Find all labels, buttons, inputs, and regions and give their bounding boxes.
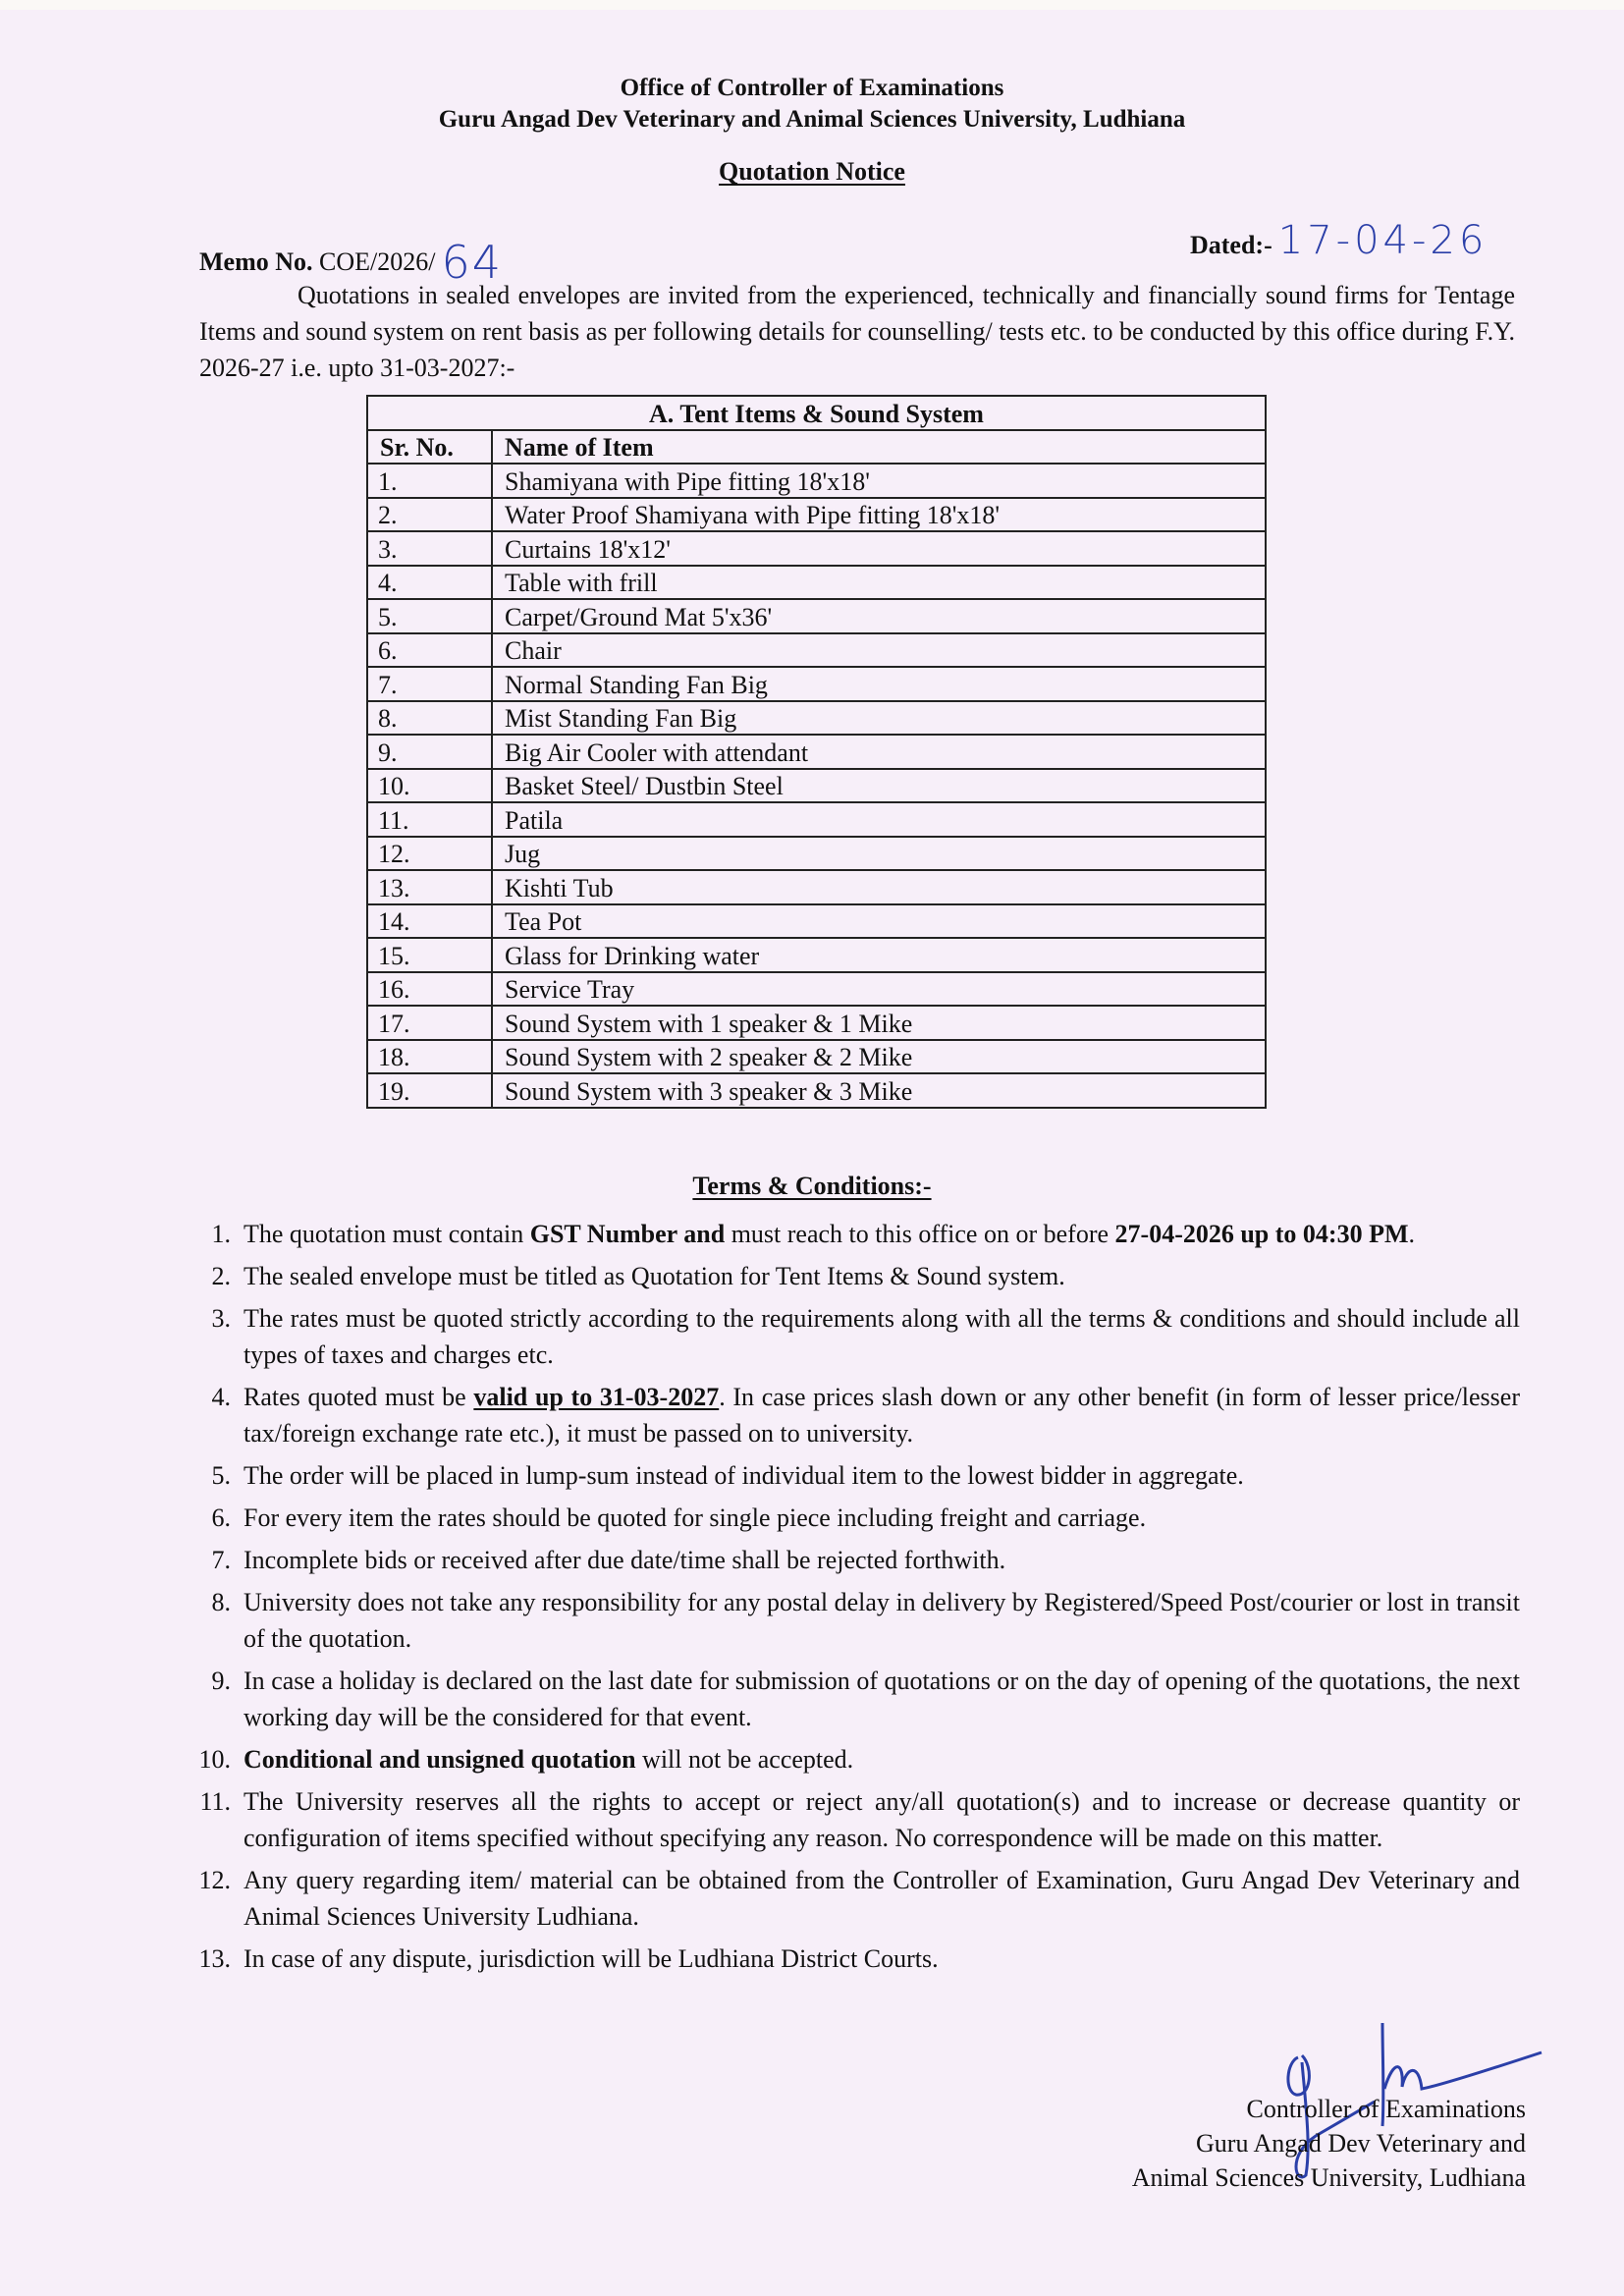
- item-name-cell: Sound System with 1 speaker & 1 Mike: [492, 1006, 1266, 1040]
- sr-no-cell: 11.: [367, 802, 492, 837]
- item-name-cell: Table with frill: [492, 566, 1266, 600]
- terms-list: [199, 1216, 1520, 1983]
- item-name-cell: Sound System with 3 speaker & 3 Mike: [492, 1073, 1266, 1108]
- item-name-cell: Tea Pot: [492, 904, 1266, 939]
- item-name-cell: Jug: [492, 837, 1266, 871]
- term-text: will not be accepted.: [635, 1745, 854, 1774]
- item-name-cell: Basket Steel/ Dustbin Steel: [492, 769, 1266, 803]
- item-name-cell: Glass for Drinking water: [492, 938, 1266, 972]
- term-text: University does not take any responsibility for any postal delay in delivery by Registered/Speed Post/courier or lost in transit of the quotation.: [244, 1588, 1520, 1653]
- table-row: [367, 735, 1266, 769]
- signatory-title: Controller of Examinations: [1246, 2095, 1526, 2123]
- sr-no-cell: 9.: [367, 735, 492, 769]
- item-name-cell: Sound System with 2 speaker & 2 Mike: [492, 1040, 1266, 1074]
- table-row: [367, 938, 1266, 972]
- term-number: 10.: [198, 1745, 231, 1774]
- table-row: [367, 464, 1266, 498]
- term-text: The University reserves all the rights to accept or reject any/all quotation(s) and to increase or decrease quantity or configuration of items specified without specifying any reason. No correspondence will be made on this matter.: [244, 1787, 1520, 1852]
- handwritten-date: 17-04-26: [1277, 218, 1489, 263]
- dated-label: Dated:-: [1190, 231, 1272, 259]
- term-item: [199, 1216, 1520, 1252]
- item-name-cell: Curtains 18'x12': [492, 531, 1266, 566]
- term-item: [199, 1941, 1520, 1977]
- table-row: [367, 972, 1266, 1007]
- sr-no-cell: 7.: [367, 667, 492, 701]
- sr-no-cell: 3.: [367, 531, 492, 566]
- sr-no-cell: 5.: [367, 599, 492, 633]
- item-name-cell: Carpet/Ground Mat 5'x36': [492, 599, 1266, 633]
- sr-no-cell: 2.: [367, 498, 492, 532]
- term-number: 5.: [211, 1461, 231, 1490]
- scan-edge: [0, 0, 1624, 10]
- table-row: [367, 566, 1266, 600]
- item-name-cell: Service Tray: [492, 972, 1266, 1007]
- sr-no-cell: 12.: [367, 837, 492, 871]
- signatory-org-line2: Animal Sciences University, Ludhiana: [1131, 2163, 1526, 2192]
- memo-label: Memo No.: [199, 247, 313, 276]
- term-text: The order will be placed in lump-sum instead of individual item to the lowest bidder in aggregate.: [244, 1461, 1244, 1490]
- term-item: [199, 1258, 1520, 1294]
- sr-no-cell: 19.: [367, 1073, 492, 1108]
- term-emphasis: GST Number and: [529, 1220, 726, 1248]
- memo-number: [199, 228, 504, 289]
- items-table: [366, 395, 1267, 1109]
- term-number: 12.: [198, 1866, 231, 1894]
- term-number: 11.: [199, 1787, 231, 1816]
- table-row: [367, 667, 1266, 701]
- table-caption: A. Tent Items & Sound System: [367, 396, 1266, 430]
- term-item: [199, 1783, 1520, 1856]
- term-item: [199, 1663, 1520, 1735]
- item-name-cell: Mist Standing Fan Big: [492, 701, 1266, 736]
- table-row: [367, 498, 1266, 532]
- item-name-cell: Normal Standing Fan Big: [492, 667, 1266, 701]
- table-row: [367, 904, 1266, 939]
- term-text: The quotation must contain: [244, 1220, 530, 1248]
- sr-no-cell: 15.: [367, 938, 492, 972]
- term-text: In case a holiday is declared on the last date for submission of quotations or on the day of opening of the quotations, the next working day will be the considered for that event.: [244, 1667, 1520, 1731]
- term-text: The rates must be quoted strictly according to the requirements along with all the terms & conditions and should include all types of taxes and charges etc.: [244, 1304, 1520, 1369]
- term-number: 2.: [211, 1262, 231, 1290]
- table-row: [367, 633, 1266, 668]
- term-text: Any query regarding item/ material can be obtained from the Controller of Examination, Guru Angad Dev Veterinary and Animal Sciences University Ludhiana.: [244, 1866, 1520, 1931]
- office-heading: Office of Controller of Examinations: [620, 75, 1004, 101]
- table-row: [367, 802, 1266, 837]
- term-text: Rates quoted must be: [244, 1383, 474, 1411]
- term-number: 4.: [211, 1383, 231, 1411]
- memo-date: [1190, 218, 1488, 263]
- term-item: [199, 1542, 1520, 1578]
- term-item: [199, 1741, 1520, 1777]
- sr-no-cell: 8.: [367, 701, 492, 736]
- table-row: [367, 599, 1266, 633]
- term-item: [199, 1862, 1520, 1935]
- notice-title: Quotation Notice: [719, 157, 905, 186]
- column-header-item-name: Name of Item: [492, 430, 1266, 465]
- table-row: [367, 870, 1266, 904]
- term-item: [199, 1300, 1520, 1373]
- term-text: The sealed envelope must be titled as Quotation for Tent Items & Sound system.: [244, 1262, 1065, 1290]
- terms-title: Terms & Conditions:-: [692, 1172, 932, 1200]
- table-row: [367, 701, 1266, 736]
- signatory-org-line1: Guru Angad Dev Veterinary and: [1196, 2129, 1526, 2158]
- sr-no-cell: 6.: [367, 633, 492, 668]
- term-emphasis: Conditional and unsigned quotation: [244, 1745, 636, 1774]
- sr-no-cell: 13.: [367, 870, 492, 904]
- term-emphasis: valid up to 31-03-2027: [473, 1383, 720, 1411]
- table-row: [367, 1073, 1266, 1108]
- table-row: [367, 1040, 1266, 1074]
- table-row: [367, 1006, 1266, 1040]
- item-name-cell: Water Proof Shamiyana with Pipe fitting 18'x18': [492, 498, 1266, 532]
- memo-handwritten-number: 64: [441, 236, 504, 289]
- term-text: must reach to this office on or before: [725, 1220, 1115, 1248]
- term-deadline: 27-04-2026 up to 04:30 PM: [1114, 1220, 1409, 1248]
- sr-no-cell: 17.: [367, 1006, 492, 1040]
- intro-paragraph: Quotations in sealed envelopes are invited from the experienced, technically and financially sound firms for Tentage Items and sound system on rent basis as per following details for counselling/ tests etc. to be conducted by this office during F.Y. 2026-27 i.e. upto 31-03-2027:-: [199, 281, 1515, 382]
- term-item: [199, 1457, 1520, 1494]
- term-number: 9.: [211, 1667, 231, 1695]
- table-row: [367, 531, 1266, 566]
- term-text: In case of any dispute, jurisdiction will be Ludhiana District Courts.: [244, 1944, 939, 1973]
- term-number: 3.: [211, 1304, 231, 1333]
- column-header-sr-no: Sr. No.: [367, 430, 492, 465]
- term-text: Incomplete bids or received after due date/time shall be rejected forthwith.: [244, 1546, 1006, 1574]
- sr-no-cell: 18.: [367, 1040, 492, 1074]
- term-number: 1.: [211, 1220, 231, 1248]
- term-number: 6.: [211, 1503, 231, 1532]
- item-name-cell: Big Air Cooler with attendant: [492, 735, 1266, 769]
- table-row: [367, 837, 1266, 871]
- term-text: .: [1408, 1220, 1416, 1248]
- item-name-cell: Patila: [492, 802, 1266, 837]
- sr-no-cell: 14.: [367, 904, 492, 939]
- term-number: 8.: [211, 1588, 231, 1616]
- memo-prefix: COE/2026/: [319, 247, 436, 276]
- term-text: For every item the rates should be quoted for single piece including freight and carriage.: [244, 1503, 1147, 1532]
- term-text: . In case prices slash down or any other benefit (in form of lesser price/lesser tax/foreign exchange rate etc.), it must be passed on to university.: [244, 1383, 1520, 1448]
- table-row: [367, 769, 1266, 803]
- sr-no-cell: 16.: [367, 972, 492, 1007]
- sr-no-cell: 10.: [367, 769, 492, 803]
- sr-no-cell: 1.: [367, 464, 492, 498]
- term-item: [199, 1379, 1520, 1451]
- item-name-cell: Shamiyana with Pipe fitting 18'x18': [492, 464, 1266, 498]
- term-number: 7.: [211, 1546, 231, 1574]
- term-item: [199, 1584, 1520, 1657]
- item-name-cell: Chair: [492, 633, 1266, 668]
- item-name-cell: Kishti Tub: [492, 870, 1266, 904]
- signature-block: [1132, 2092, 1526, 2195]
- term-number: 13.: [198, 1944, 231, 1973]
- sr-no-cell: 4.: [367, 566, 492, 600]
- term-item: [199, 1500, 1520, 1536]
- university-heading: Guru Angad Dev Veterinary and Animal Sciences University, Ludhiana: [438, 106, 1186, 133]
